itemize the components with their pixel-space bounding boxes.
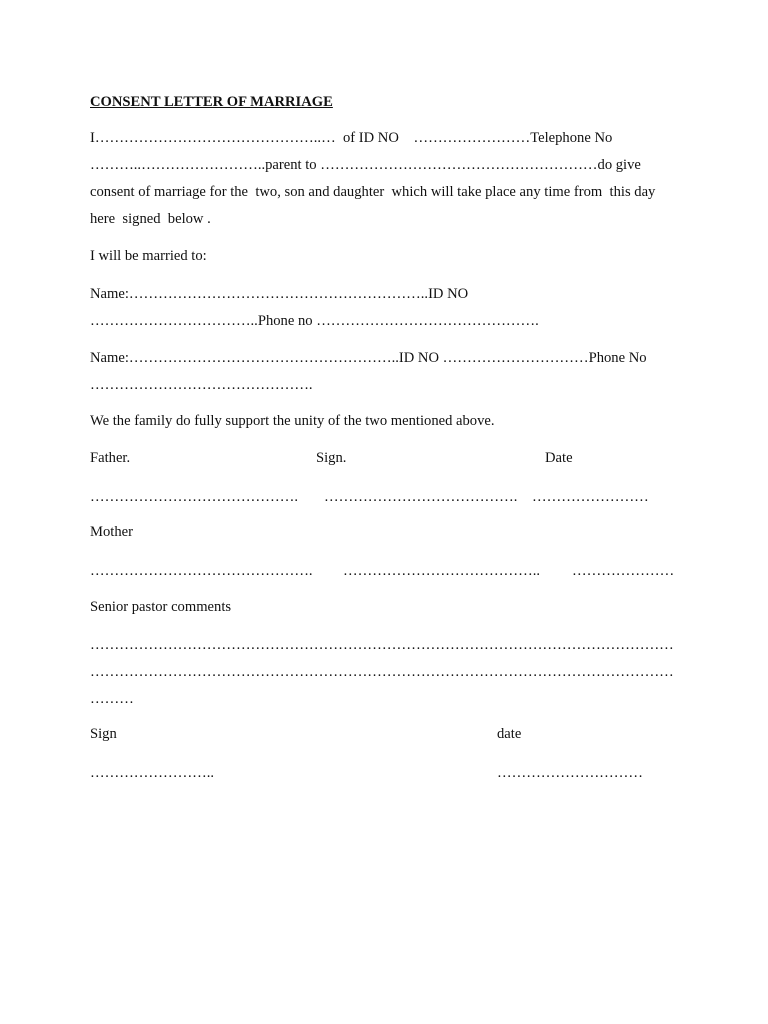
mother-name-field: ……………………………………….	[90, 563, 313, 579]
party1-phone-line: ……………………………..Phone no ……………………………………….	[90, 313, 539, 329]
pastor-comments-line-3: ………	[90, 691, 134, 707]
final-date-label: date	[497, 726, 522, 742]
intro-line-4: here signed below .	[90, 211, 211, 227]
pastor-comments-line-2: …………………………………………………………………………………………………………	[90, 664, 674, 680]
final-date-field: …………………………	[497, 765, 643, 781]
pastor-comments-label: Senior pastor comments	[90, 599, 232, 615]
mother-label: Mother	[90, 524, 133, 540]
father-date-label: Date	[545, 450, 573, 466]
document-title: CONSENT LETTER OF MARRIAGE	[90, 94, 333, 110]
pastor-comments-line-1: …………………………………………………………………………………………………………	[90, 637, 674, 653]
intro-line-2: ………..……………………..parent to …………………………………………………do give	[90, 157, 641, 173]
final-sign-label: Sign	[90, 726, 117, 742]
party2-name-id-phone-line: Name:………………………………………………..ID NO …………………………Phone No	[90, 350, 647, 366]
final-sign-field: ……………………..	[90, 765, 215, 781]
party2-continuation-line: ……………………………………….	[90, 377, 313, 393]
family-statement: We the family do fully support the unity of the two mentioned above.	[90, 413, 495, 429]
father-name-field: …………………………………….	[90, 489, 298, 505]
mother-sign-field: …………………………………..	[343, 563, 541, 579]
married-to-label: I will be married to:	[90, 248, 207, 264]
party1-name-id-line: Name:……………………………………………………..ID NO	[90, 286, 469, 302]
mother-date-field: …………………	[572, 563, 675, 579]
father-sign-field: ………………………………….	[324, 489, 518, 505]
intro-line-1: I………………………………………..… of ID NO ……………………Telephone No	[90, 130, 613, 146]
intro-line-3: consent of marriage for the two, son and daughter which will take place any time from this day	[90, 184, 656, 200]
father-date-field: ……………………	[532, 489, 649, 505]
father-label: Father.	[90, 450, 131, 466]
father-sign-label: Sign.	[316, 450, 347, 466]
